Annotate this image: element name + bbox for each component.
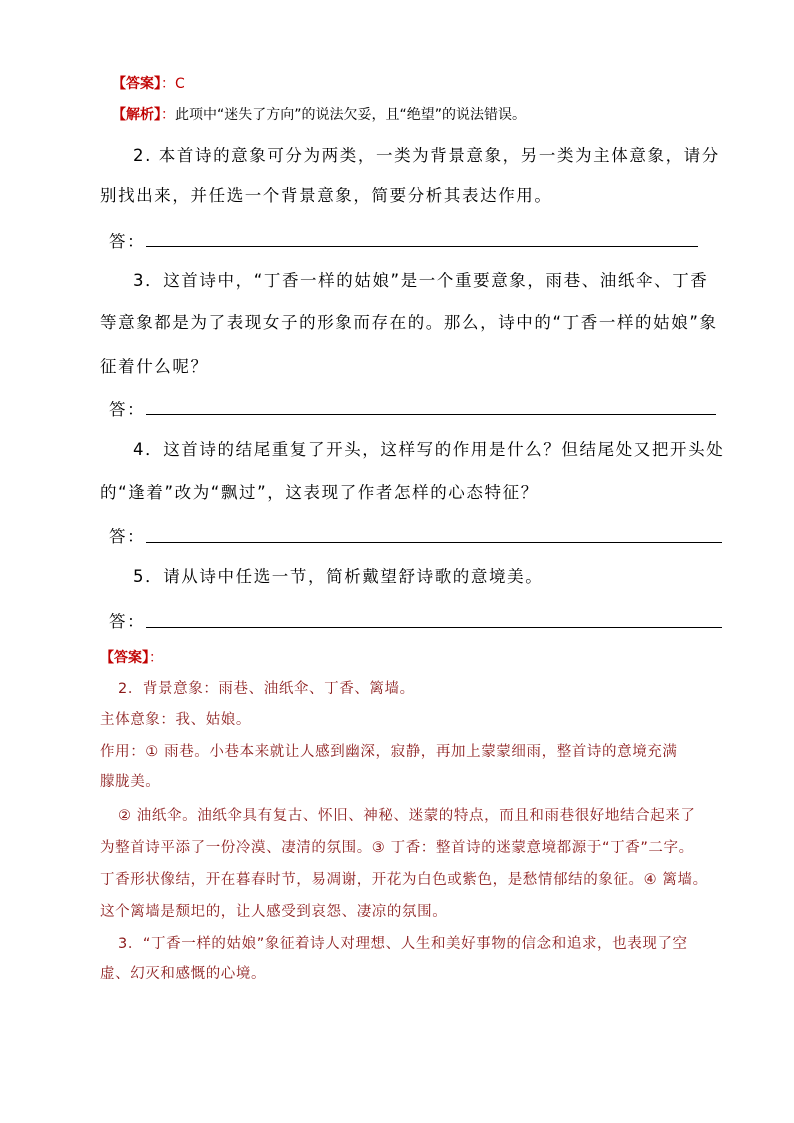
q2-text-line-2: 别找出来，并任选一个背景意象，简要分析其表达作用。 (100, 186, 553, 205)
q1-analysis-line (112, 105, 526, 125)
q5-text-line-1: 5．请从诗中任选一节，简析戴望舒诗歌的意境美。 (133, 567, 544, 586)
answer-separator: ： (161, 76, 175, 92)
q5-answer-prompt: 答： (109, 612, 146, 631)
q4-answer-prompt: 答： (109, 527, 146, 546)
q3-text-line-2: 等意象都是为了表现女子的形象而存在的。那么，诗中的“丁香一样的姑娘”象 (100, 313, 718, 332)
answers-label: 【答案】 (100, 650, 149, 666)
q5-answer-line[interactable] (146, 627, 722, 628)
answer-line: 主体意象：我、姑娘。 (100, 712, 251, 728)
answer-line: 虚、幻灭和感慨的心境。 (100, 966, 267, 982)
analysis-text: 此项中“迷失了方向”的说法欠妥，且“绝望”的说法错误。 (175, 107, 527, 123)
q1-answer-line (112, 74, 185, 94)
answer-line: 2．背景意象：雨巷、油纸伞、丁香、篱墙。 (118, 681, 415, 697)
q2-answer-prompt: 答： (109, 232, 146, 251)
answer-line: 朦胧美。 (100, 774, 161, 790)
answer-line: 3．“丁香一样的姑娘”象征着诗人对理想、人生和美好事物的信念和追求，也表现了空 (118, 936, 688, 952)
q3-text-line-3: 征着什么呢？ (100, 357, 209, 376)
answer-line: 为整首诗平添了一份冷漠、凄清的氛围。③ 丁香：整首诗的迷蒙意境都源于“丁香”二字。 (100, 840, 694, 856)
answer-line: ② 油纸伞。油纸伞具有复古、怀旧、神秘、迷蒙的特点，而且和雨巷很好地结合起来了 (118, 808, 696, 824)
q2-text-line-1: 2. 本首诗的意象可分为两类，一类为背景意象，另一类为主体意象，请分 (133, 146, 720, 165)
answer-label: 【答案】 (112, 76, 161, 92)
answers-separator: ： (149, 650, 163, 666)
answer-line: 作用：① 雨巷。小巷本来就让人感到幽深，寂静，再加上蒙蒙细雨，整首诗的意境充满 (100, 744, 678, 760)
answer-line: 丁香形状像结，开在暮春时节，易凋谢，开花为白色或紫色，是愁情郁结的象征。④ 篱墙。 (100, 872, 708, 888)
q4-text-line-2: 的“逢着”改为“飘过”，这表现了作者怎样的心态特征？ (100, 483, 539, 502)
answer-value: C (175, 76, 185, 92)
q3-answer-prompt: 答： (109, 400, 146, 419)
q4-text-line-1: 4．这首诗的结尾重复了开头，这样写的作用是什么？但结尾处又把开头处 (133, 440, 725, 459)
answer-line: 这个篱墙是颓圯的，让人感受到哀怨、凄凉的氛围。 (100, 904, 448, 920)
q4-answer-line[interactable] (146, 542, 722, 543)
q3-answer-line[interactable] (146, 414, 716, 415)
q2-answer-line[interactable] (146, 246, 698, 247)
q3-text-line-1: 3．这首诗中，“丁香一样的姑娘”是一个重要意象，雨巷、油纸伞、丁香 (133, 271, 709, 290)
analysis-label: 【解析】 (112, 107, 161, 123)
analysis-separator: ： (161, 107, 175, 123)
answers-heading (100, 648, 163, 668)
